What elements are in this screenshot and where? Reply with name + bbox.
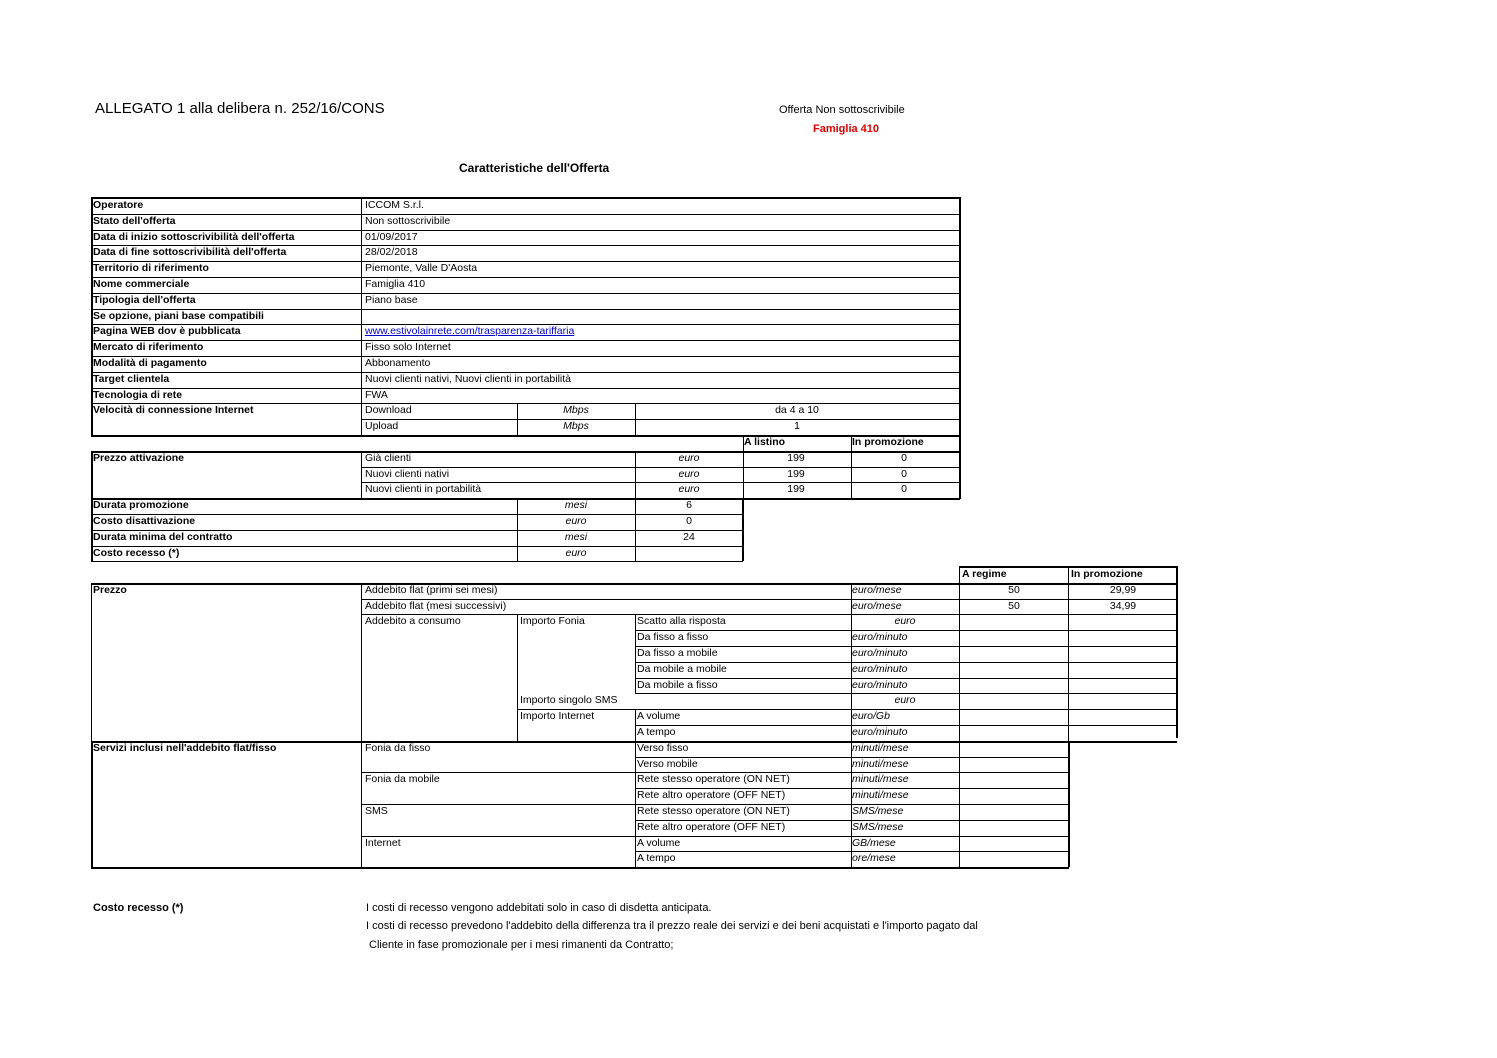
col-in-promozione-price: In promozione bbox=[1071, 567, 1143, 580]
table-border bbox=[91, 451, 93, 498]
flat-fee-label: Addebito flat (mesi successivi) bbox=[365, 599, 507, 612]
services-label: Servizi inclusi nell'addebito flat/fisso bbox=[93, 741, 277, 754]
duration-unit: mesi bbox=[564, 530, 588, 543]
sms-label: Importo singolo SMS bbox=[520, 694, 618, 707]
activation-type: Nuovi clienti in portabilità bbox=[365, 483, 482, 496]
fonia-item-label: Da fisso a mobile bbox=[637, 646, 718, 659]
service-item-unit: ore/mese bbox=[852, 852, 896, 865]
activation-listino: 199 bbox=[787, 467, 805, 480]
table-border bbox=[91, 561, 743, 562]
fonia-item-unit: euro/minuto bbox=[852, 662, 908, 675]
service-item-unit: SMS/mese bbox=[852, 820, 904, 833]
duration-label: Costo recesso (*) bbox=[93, 546, 180, 559]
table-border bbox=[361, 419, 960, 420]
table-border bbox=[1068, 566, 1069, 583]
flat-fee-regime: 50 bbox=[1008, 599, 1020, 612]
col-a-listino: A listino bbox=[744, 436, 786, 448]
col-in-promozione: In promozione bbox=[852, 436, 924, 448]
table-border bbox=[517, 614, 518, 740]
fonia-label: Importo Fonia bbox=[520, 615, 585, 628]
field-value: Abbonamento bbox=[365, 357, 431, 369]
activation-promo: 0 bbox=[901, 467, 907, 480]
field-label: Tipologia dell'offerta bbox=[93, 293, 196, 306]
service-item-unit: SMS/mese bbox=[852, 804, 904, 817]
family-name: Famiglia 410 bbox=[813, 123, 880, 135]
service-item-unit: minuti/mese bbox=[852, 773, 909, 786]
field-label: Pagina WEB dov è pubblicata bbox=[93, 325, 241, 338]
fonia-item-label: Da fisso a fisso bbox=[637, 631, 709, 644]
speed-direction: Upload bbox=[365, 420, 399, 433]
fonia-item-unit: euro/minuto bbox=[852, 678, 908, 691]
flat-fee-regime: 50 bbox=[1008, 583, 1020, 596]
field-value: FWA bbox=[365, 388, 388, 401]
table-border bbox=[959, 566, 960, 583]
table-border bbox=[959, 583, 960, 741]
service-item-unit: minuti/mese bbox=[852, 741, 909, 754]
field-label: Stato dell'offerta bbox=[93, 214, 176, 227]
field-label: Operatore bbox=[93, 199, 144, 211]
field-value: ICCOM S.r.l. bbox=[365, 199, 424, 211]
col-a-regime: A regime bbox=[962, 567, 1007, 580]
footnote-line-1: I costi di recesso vengono addebitati solo in caso di disdetta anticipata. bbox=[366, 902, 712, 914]
field-label: Territorio di riferimento bbox=[93, 262, 209, 275]
field-value: Famiglia 410 bbox=[365, 278, 426, 290]
field-value: 01/09/2017 bbox=[365, 230, 418, 243]
table-border bbox=[959, 741, 960, 867]
speed-unit: Mbps bbox=[563, 420, 589, 433]
table-border bbox=[517, 403, 518, 435]
field-label: Tecnologia di rete bbox=[93, 388, 183, 401]
duration-label: Durata minima del contratto bbox=[93, 530, 233, 543]
field-value: Piemonte, Valle D'Aosta bbox=[365, 262, 478, 275]
activation-label: Prezzo attivazione bbox=[93, 451, 185, 464]
table-border bbox=[851, 741, 852, 867]
table-border bbox=[1176, 566, 1178, 738]
table-border bbox=[91, 583, 92, 741]
service-item-label: Rete stesso operatore (ON NET) bbox=[637, 773, 790, 786]
table-border bbox=[1068, 741, 1070, 867]
activation-promo: 0 bbox=[901, 483, 907, 496]
table-border bbox=[851, 583, 852, 741]
duration-value: 0 bbox=[686, 515, 692, 527]
service-item-label: Rete altro operatore (OFF NET) bbox=[637, 820, 786, 833]
service-item-label: Rete stesso operatore (ON NET) bbox=[637, 804, 790, 817]
table-border bbox=[361, 451, 362, 498]
internet-item-unit: euro/Gb bbox=[852, 710, 890, 723]
table-border bbox=[635, 614, 636, 693]
service-item-label: Rete altro operatore (OFF NET) bbox=[637, 789, 786, 802]
table-border bbox=[91, 741, 93, 867]
service-item-label: Verso mobile bbox=[637, 757, 698, 770]
speed-value: 1 bbox=[794, 420, 800, 433]
table-border bbox=[91, 197, 93, 436]
consumo-label: Addebito a consumo bbox=[365, 615, 461, 628]
footnote-label: Costo recesso (*) bbox=[93, 902, 184, 914]
activation-listino: 199 bbox=[787, 483, 805, 496]
service-group-name: SMS bbox=[365, 804, 388, 817]
speed-direction: Download bbox=[365, 404, 412, 417]
duration-label: Durata promozione bbox=[93, 499, 189, 512]
fonia-item-unit: euro bbox=[894, 615, 916, 628]
field-label: Se opzione, piani base compatibili bbox=[93, 309, 264, 322]
duration-value: 24 bbox=[683, 530, 695, 543]
duration-label: Costo disattivazione bbox=[93, 515, 196, 527]
flat-fee-label: Addebito flat (primi sei mesi) bbox=[365, 583, 498, 596]
document-title: ALLEGATO 1 alla delibera n. 252/16/CONS bbox=[95, 100, 385, 117]
fonia-item-unit: euro/minuto bbox=[852, 646, 908, 659]
field-label: Nome commerciale bbox=[93, 278, 190, 290]
flat-fee-unit: euro/mese bbox=[852, 583, 902, 596]
fonia-item-label: Scatto alla risposta bbox=[637, 615, 726, 628]
field-label: Mercato di riferimento bbox=[93, 341, 204, 354]
table-border bbox=[635, 741, 636, 867]
table-border bbox=[361, 583, 362, 741]
activation-unit: euro bbox=[678, 451, 700, 464]
table-border bbox=[517, 498, 518, 561]
duration-unit: euro bbox=[565, 515, 587, 527]
internet-item-label: A tempo bbox=[637, 725, 676, 738]
table-border bbox=[635, 498, 636, 561]
offer-webpage-link[interactable]: www.estivolainrete.com/trasparenza-tariffaria bbox=[365, 325, 575, 338]
section-title: Caratteristiche dell'Offerta bbox=[459, 161, 610, 175]
service-item-label: Verso fisso bbox=[637, 741, 689, 754]
speed-value: da 4 a 10 bbox=[775, 404, 819, 417]
sms-unit: euro bbox=[894, 694, 916, 707]
table-border bbox=[635, 451, 636, 498]
field-value: Non sottoscrivibile bbox=[365, 214, 451, 227]
speed-label: Velocità di connessione Internet bbox=[93, 404, 254, 417]
duration-unit: euro bbox=[565, 546, 587, 559]
flat-fee-unit: euro/mese bbox=[852, 599, 902, 612]
internet-item-label: A volume bbox=[637, 710, 681, 723]
service-group-name: Internet bbox=[365, 836, 401, 849]
table-border bbox=[635, 709, 636, 741]
internet-label: Importo Internet bbox=[520, 710, 595, 723]
duration-unit: mesi bbox=[564, 499, 588, 512]
service-item-label: A tempo bbox=[637, 852, 676, 865]
offer-status: Offerta Non sottoscrivibile bbox=[779, 104, 905, 116]
table-border bbox=[91, 867, 1069, 869]
activation-promo: 0 bbox=[901, 451, 907, 464]
fonia-item-unit: euro/minuto bbox=[852, 631, 908, 644]
service-item-unit: GB/mese bbox=[852, 836, 896, 849]
service-group-name: Fonia da fisso bbox=[365, 741, 431, 754]
footnote-line-2: I costi di recesso prevedono l'addebito della differenza tra il prezzo reale dei servizi e dei beni acquistati e l'importo pagato dal bbox=[366, 920, 978, 932]
fonia-item-label: Da mobile a fisso bbox=[637, 678, 718, 691]
table-border bbox=[361, 198, 362, 436]
duration-value: 6 bbox=[686, 499, 692, 512]
table-border bbox=[635, 403, 636, 435]
fonia-item-label: Da mobile a mobile bbox=[637, 662, 727, 675]
service-item-unit: minuti/mese bbox=[852, 789, 909, 802]
field-value: Nuovi clienti nativi, Nuovi clienti in portabilità bbox=[365, 372, 572, 385]
service-group-name: Fonia da mobile bbox=[365, 773, 440, 786]
field-value: 28/02/2018 bbox=[365, 246, 418, 259]
service-item-label: A volume bbox=[637, 836, 681, 849]
activation-unit: euro bbox=[678, 467, 700, 480]
flat-fee-promo: 34,99 bbox=[1109, 599, 1137, 612]
table-border bbox=[959, 197, 961, 499]
table-border bbox=[91, 498, 93, 561]
table-border bbox=[91, 197, 960, 199]
field-value: Piano base bbox=[365, 293, 418, 306]
table-border bbox=[742, 498, 744, 561]
field-label: Data di fine sottoscrivibilità dell'offerta bbox=[93, 246, 287, 259]
flat-fee-promo: 29,99 bbox=[1109, 583, 1137, 596]
table-border bbox=[361, 741, 362, 867]
internet-item-unit: euro/minuto bbox=[852, 725, 908, 738]
footnote-line-3: Cliente in fase promozionale per i mesi rimanenti da Contratto; bbox=[369, 939, 674, 951]
activation-type: Già clienti bbox=[365, 451, 412, 464]
field-label: Data di inizio sottoscrivibilità dell'offerta bbox=[93, 230, 295, 243]
activation-unit: euro bbox=[678, 483, 700, 496]
price-label: Prezzo bbox=[93, 583, 127, 596]
table-border bbox=[1068, 583, 1069, 741]
service-item-unit: minuti/mese bbox=[852, 757, 909, 770]
activation-listino: 199 bbox=[787, 451, 805, 464]
field-value: Fisso solo Internet bbox=[365, 341, 451, 354]
speed-unit: Mbps bbox=[563, 404, 589, 417]
activation-type: Nuovi clienti nativi bbox=[365, 467, 450, 480]
field-label: Target clientela bbox=[93, 372, 170, 385]
field-label: Modalità di pagamento bbox=[93, 357, 207, 369]
